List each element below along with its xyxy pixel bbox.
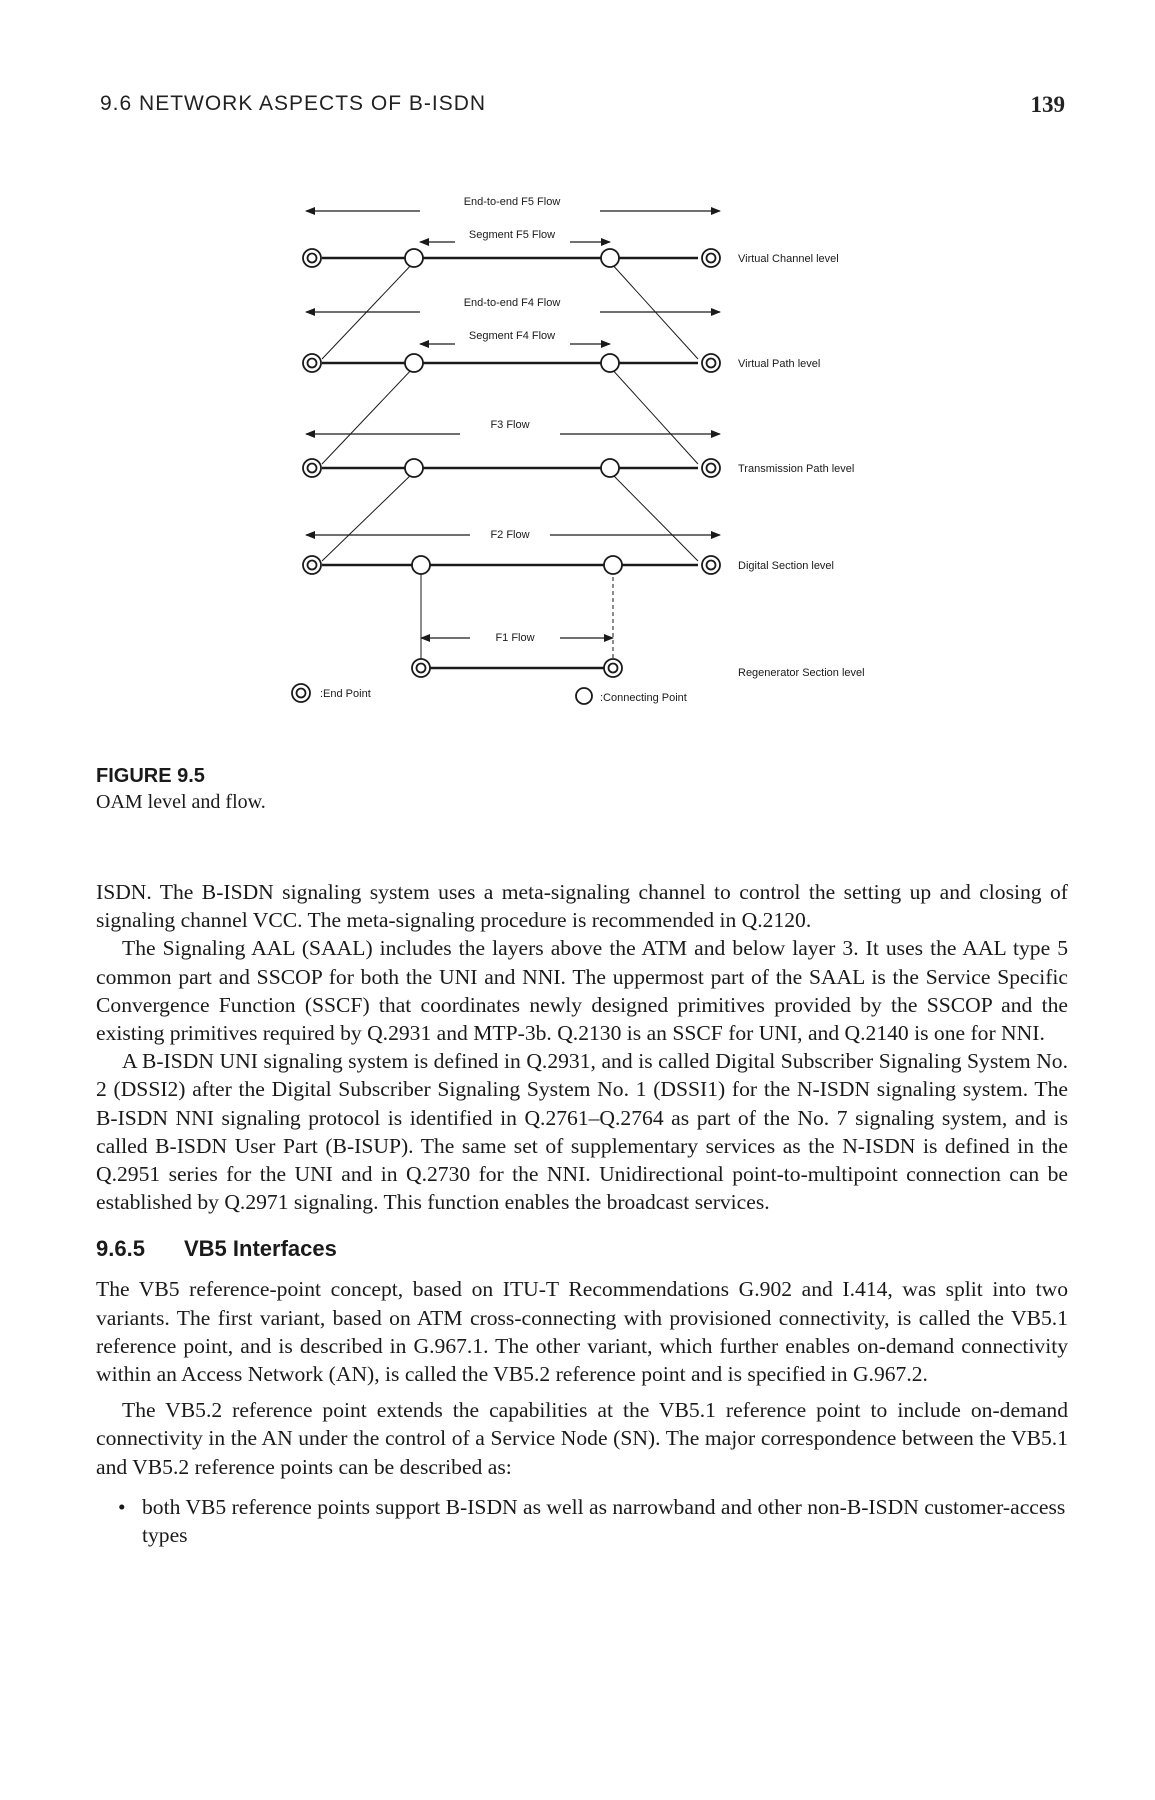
bullet-text: both VB5 reference points support B-ISDN as well as narrowband and other non-B-ISDN customer-access types [142, 1494, 1066, 1548]
figure-caption [96, 763, 496, 815]
legend-connecting-point-icon [576, 688, 592, 704]
legend-end-point-icon [292, 684, 310, 702]
end-point-icon [303, 556, 321, 574]
end-point-icon [702, 556, 720, 574]
oam-figure [0, 0, 1155, 720]
bullet-item [96, 1493, 1068, 1549]
connecting-point-icon [604, 556, 622, 574]
rs-level-label: Regenerator Section level [738, 667, 865, 679]
f1-label: F1 Flow [495, 632, 535, 644]
connecting-point-icon [405, 249, 423, 267]
end-point-icon [303, 249, 321, 267]
vp-level-label: Virtual Path level [738, 358, 821, 370]
tp-level-label: Transmission Path level [738, 463, 855, 475]
section-number: 9.6.5 [96, 1236, 145, 1262]
f4-seg-label: Segment F4 Flow [468, 330, 556, 342]
paragraph-3: A B-ISDN UNI signaling system is defined in Q.2931, and is called Digital Subscriber Signaling System No. 2 (DSSI2) after the Digital Subscriber Signaling System No. 1 (DSSI1) for the N-ISDN signaling system. The B-ISDN NNI signaling protocol is identified in Q.2761–Q.2764 as part of the No. 7 signaling system, and is called B-ISDN User Part (B-ISUP). The same set of supplementary services as the N-ISDN is defined in the Q.2951 series for the UNI and in Q.2730 for the NNI. Unidirectional point-to-multipoint connection can be established by Q.2971 signaling. This function enables the broadcast services. [96, 1049, 1068, 1215]
end-point-icon [303, 459, 321, 477]
end-point-icon [303, 354, 321, 372]
vc-level-label: Virtual Channel level [738, 253, 839, 265]
connecting-point-icon [412, 556, 430, 574]
connecting-point-icon [601, 249, 619, 267]
end-point-icon [412, 659, 430, 677]
ds-level-label: Digital Section level [738, 560, 834, 572]
paragraph-2: The Signaling AAL (SAAL) includes the layers above the ATM and below layer 3. It uses the AAL type 5 common part and SSCOP for both the UNI and NNI. The uppermost part of the SAAL is the Service Specific Convergence Function (SSCF) that coordinates newly designed primitives provided by the SSCOP and the existing primitives required by Q.2931 and MTP-3b. Q.2130 is an SSCF for UNI, and Q.2140 is one for NNI. [96, 936, 1068, 1046]
end-point-icon [604, 659, 622, 677]
page-number: 139 [1030, 92, 1065, 117]
legend-connecting-point-label: :Connecting Point [600, 692, 687, 704]
legend-end-point-label: :End Point [320, 688, 371, 700]
end-point-icon [702, 354, 720, 372]
end-point-icon [702, 459, 720, 477]
connecting-point-icon [405, 459, 423, 477]
body-text [96, 878, 1068, 1549]
bullet-icon: • [118, 1494, 126, 1519]
paragraph-5: The VB5.2 reference point extends the capabilities at the VB5.1 reference point to include on-demand connectivity in the AN under the control of a Service Node (SN). The major correspondence between the VB5.1 and VB5.2 reference points can be described as: [96, 1398, 1068, 1479]
connecting-point-icon [601, 459, 619, 477]
paragraph-4: The VB5 reference-point concept, based on ITU-T Recommendations G.902 and I.414, was split into two variants. The first variant, based on ATM cross-connecting with provisioned connectivity, is called the VB5.1 reference point, and is described in G.967.1. The other variant, which further enables on-demand connectivity within an Access Network (AN), is called the VB5.2 reference point and is specified in G.967.2. [96, 1277, 1068, 1387]
connecting-point-icon [601, 354, 619, 372]
section-title: VB5 Interfaces [184, 1236, 337, 1262]
connecting-point-icon [405, 354, 423, 372]
f3-label: F3 Flow [490, 419, 530, 431]
f2-label: F2 Flow [490, 529, 530, 541]
f5-end-label: End-to-end F5 Flow [463, 196, 561, 208]
end-point-icon [702, 249, 720, 267]
f5-seg-label: Segment F5 Flow [468, 229, 556, 241]
section-heading [96, 1235, 1068, 1263]
figure-caption-text: OAM level and flow. [96, 791, 266, 813]
f4-end-label: End-to-end F4 Flow [463, 297, 561, 309]
figure-label: FIGURE 9.5 [96, 765, 205, 787]
paragraph-1: ISDN. The B-ISDN signaling system uses a meta-signaling channel to control the setting up and closing of signaling channel VCC. The meta-signaling procedure is recommended in Q.2120. [96, 880, 1068, 933]
running-head: 9.6 NETWORK ASPECTS OF B-ISDN [100, 92, 487, 115]
